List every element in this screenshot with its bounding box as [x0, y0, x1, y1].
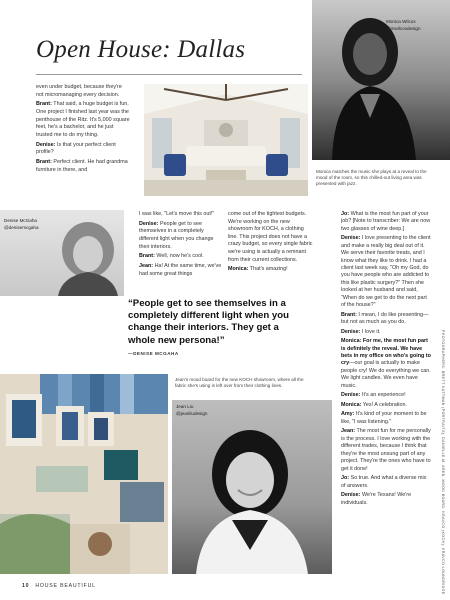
paragraph: [36, 84, 130, 99]
paragraph-text: come out of the tightest budgets. We're working on the new showroom for KOCH, a clothing line. This project does not have a crazy budget, so every single fabric we're using is actually a remnant from their current collections.: [228, 211, 313, 263]
paragraph: [36, 159, 130, 174]
jean-portrait: [172, 400, 332, 574]
paragraph: [341, 428, 431, 472]
monica-caption: Monica matches the music she plays at a reveal to the mood of the room, so this chilled-out living area was presented with jazz.: [316, 169, 427, 187]
monica-portrait: [312, 0, 450, 160]
paragraph: [341, 329, 431, 336]
page-title: Open House: Dallas: [36, 36, 246, 63]
column-3: [228, 211, 314, 276]
page-number: 10: [22, 583, 30, 589]
monica-figure: [312, 0, 450, 160]
paragraph-text: What is the most fun part of your job? [Note to transcriber: We are now two glasses of wine deep.]: [341, 211, 431, 232]
paragraph-text: Is that your perfect client profile?: [36, 141, 116, 156]
speaker: Denise:: [341, 492, 361, 499]
speaker: Denise:: [341, 235, 361, 242]
paragraph-text: I mean, I do like presenting—but not as much as you do.: [341, 311, 429, 326]
paragraph-text: That said, a huge budget is fun. One project I finished last year was the penthouse of the Ritz. It's 5,000 square feet, he's a bachelor, and he just trusted me to do my thing.: [36, 101, 130, 138]
column-2: [139, 211, 223, 281]
paragraph: [228, 266, 314, 274]
monica-name: Monica Wilcox: [386, 19, 416, 24]
publication-name: HOUSE BEAUTIFUL: [35, 583, 96, 589]
paragraph: [341, 211, 431, 233]
speaker: Jo:: [341, 475, 350, 482]
paragraph-text: Well, now he's cool.: [156, 253, 204, 260]
denise-name: Denise McGaha: [4, 218, 37, 223]
paragraph: [341, 235, 431, 309]
paragraph: [36, 142, 130, 157]
paragraph-text: Perfect client. He had grandma furniture in there, and: [36, 158, 128, 173]
paragraph-bold-text: For me, the most fun part is definitely the reveal. We have bets in my office on who's going to cry: [341, 338, 431, 367]
denise-handle: @denisemcgaha: [4, 225, 39, 230]
folio: [22, 583, 96, 589]
paragraph: [139, 221, 223, 251]
speaker: Denise:: [139, 220, 159, 227]
paragraph-text: —our goal is actually to make people cry! We do everything we can. We light candles. We even have music.: [341, 360, 431, 389]
pull-quote: “People get to see themselves in a completely different light when you change their interiors. They get a whole new persona!”: [128, 298, 289, 346]
paragraph-text: even under budget, because they're not micromanaging every decision.: [36, 84, 122, 98]
photo-credit: PHOTOGRAPHERS: BRETT KATTMAN (PORTRAITS); DANIELLE M. AREN; MOOD BOARD: KRAVCO (KOCH); KRAVCO LOUNDRIDGE: [441, 330, 445, 595]
speaker: Denise:: [36, 141, 56, 148]
paragraph-text: Yes! A celebration.: [362, 401, 407, 408]
paragraph-text: I love it.: [361, 328, 381, 335]
jean-handle: @jeanliudesign: [176, 411, 208, 416]
paragraph: [228, 211, 314, 264]
jean-figure: [172, 400, 332, 574]
speaker: Denise:: [341, 392, 361, 399]
speaker: Jean:: [139, 263, 154, 270]
paragraph-text: We're Texans! We're individuals.: [341, 492, 412, 506]
speaker: Monica:: [341, 338, 362, 345]
paragraph: [341, 475, 431, 490]
column-1: [36, 84, 130, 176]
speaker: Brant:: [341, 311, 357, 318]
monica-handle: @mwilcoxdesign: [386, 26, 421, 31]
speaker: Monica:: [341, 401, 362, 408]
paragraph: [341, 338, 431, 390]
jean-name: Jean Liu: [176, 404, 194, 409]
living-room-illustration: [144, 84, 308, 196]
mood-board-photo: [0, 374, 168, 574]
column-4: [341, 211, 431, 509]
speaker: Brant:: [139, 253, 155, 260]
paragraph-text: People get to see themselves in a completely different light when you change their interiors.: [139, 220, 214, 250]
paragraph-text: Ha! At the same time, we've had some great things: [139, 263, 222, 277]
paragraph: [341, 402, 431, 409]
pull-quote-byline: —DENISE MCGAHA: [128, 351, 179, 356]
paragraph-text: That's amazing!: [249, 266, 288, 273]
paragraph: [36, 101, 130, 139]
jean-caption: Jean's mood board for the new KOCH showroom, where all the fabric she's using is left over from their clothing lines.: [175, 377, 304, 389]
paragraph: [139, 263, 223, 278]
paragraph-text: It's an experience!: [361, 392, 406, 399]
paragraph: [341, 492, 431, 507]
speaker: Brant:: [36, 158, 52, 165]
speaker: Jean:: [341, 428, 356, 435]
speaker: Brant:: [36, 101, 52, 108]
speaker: Monica:: [228, 266, 249, 273]
paragraph: [139, 253, 223, 261]
speaker: Denise:: [341, 328, 361, 335]
paragraph: [139, 211, 223, 219]
mood-board-illustration: [0, 374, 168, 574]
living-room-photo: [144, 84, 308, 196]
speaker: Jo:: [341, 211, 350, 217]
title-rule: [36, 74, 302, 75]
speaker: Amy:: [341, 411, 355, 418]
paragraph: [341, 392, 431, 399]
paragraph-text: The most fun for me personally is the process. I love working with the different trades, because I think that they're the most unsung part of any project. They're the ones who have to get it done!: [341, 428, 431, 472]
paragraph-text: I love presenting to the client and make a really big deal out of it. We serve their favorite treats, and I know what they like to drink. I had a client last week say, "Oh my God, do you have people who are addicted to this like plastic surgery?" Then she looked at her husband and said, "When do we get to do the next part of the house?": [341, 235, 431, 309]
paragraph-text: It's kind of your moment to be like, "I was listening.": [341, 411, 427, 425]
paragraph-text: I was like, "Let's move this out!": [139, 211, 215, 217]
paragraph: [341, 312, 431, 327]
paragraph-text: So true. And what a diverse mix of answers.: [341, 475, 427, 489]
paragraph: [341, 411, 431, 426]
